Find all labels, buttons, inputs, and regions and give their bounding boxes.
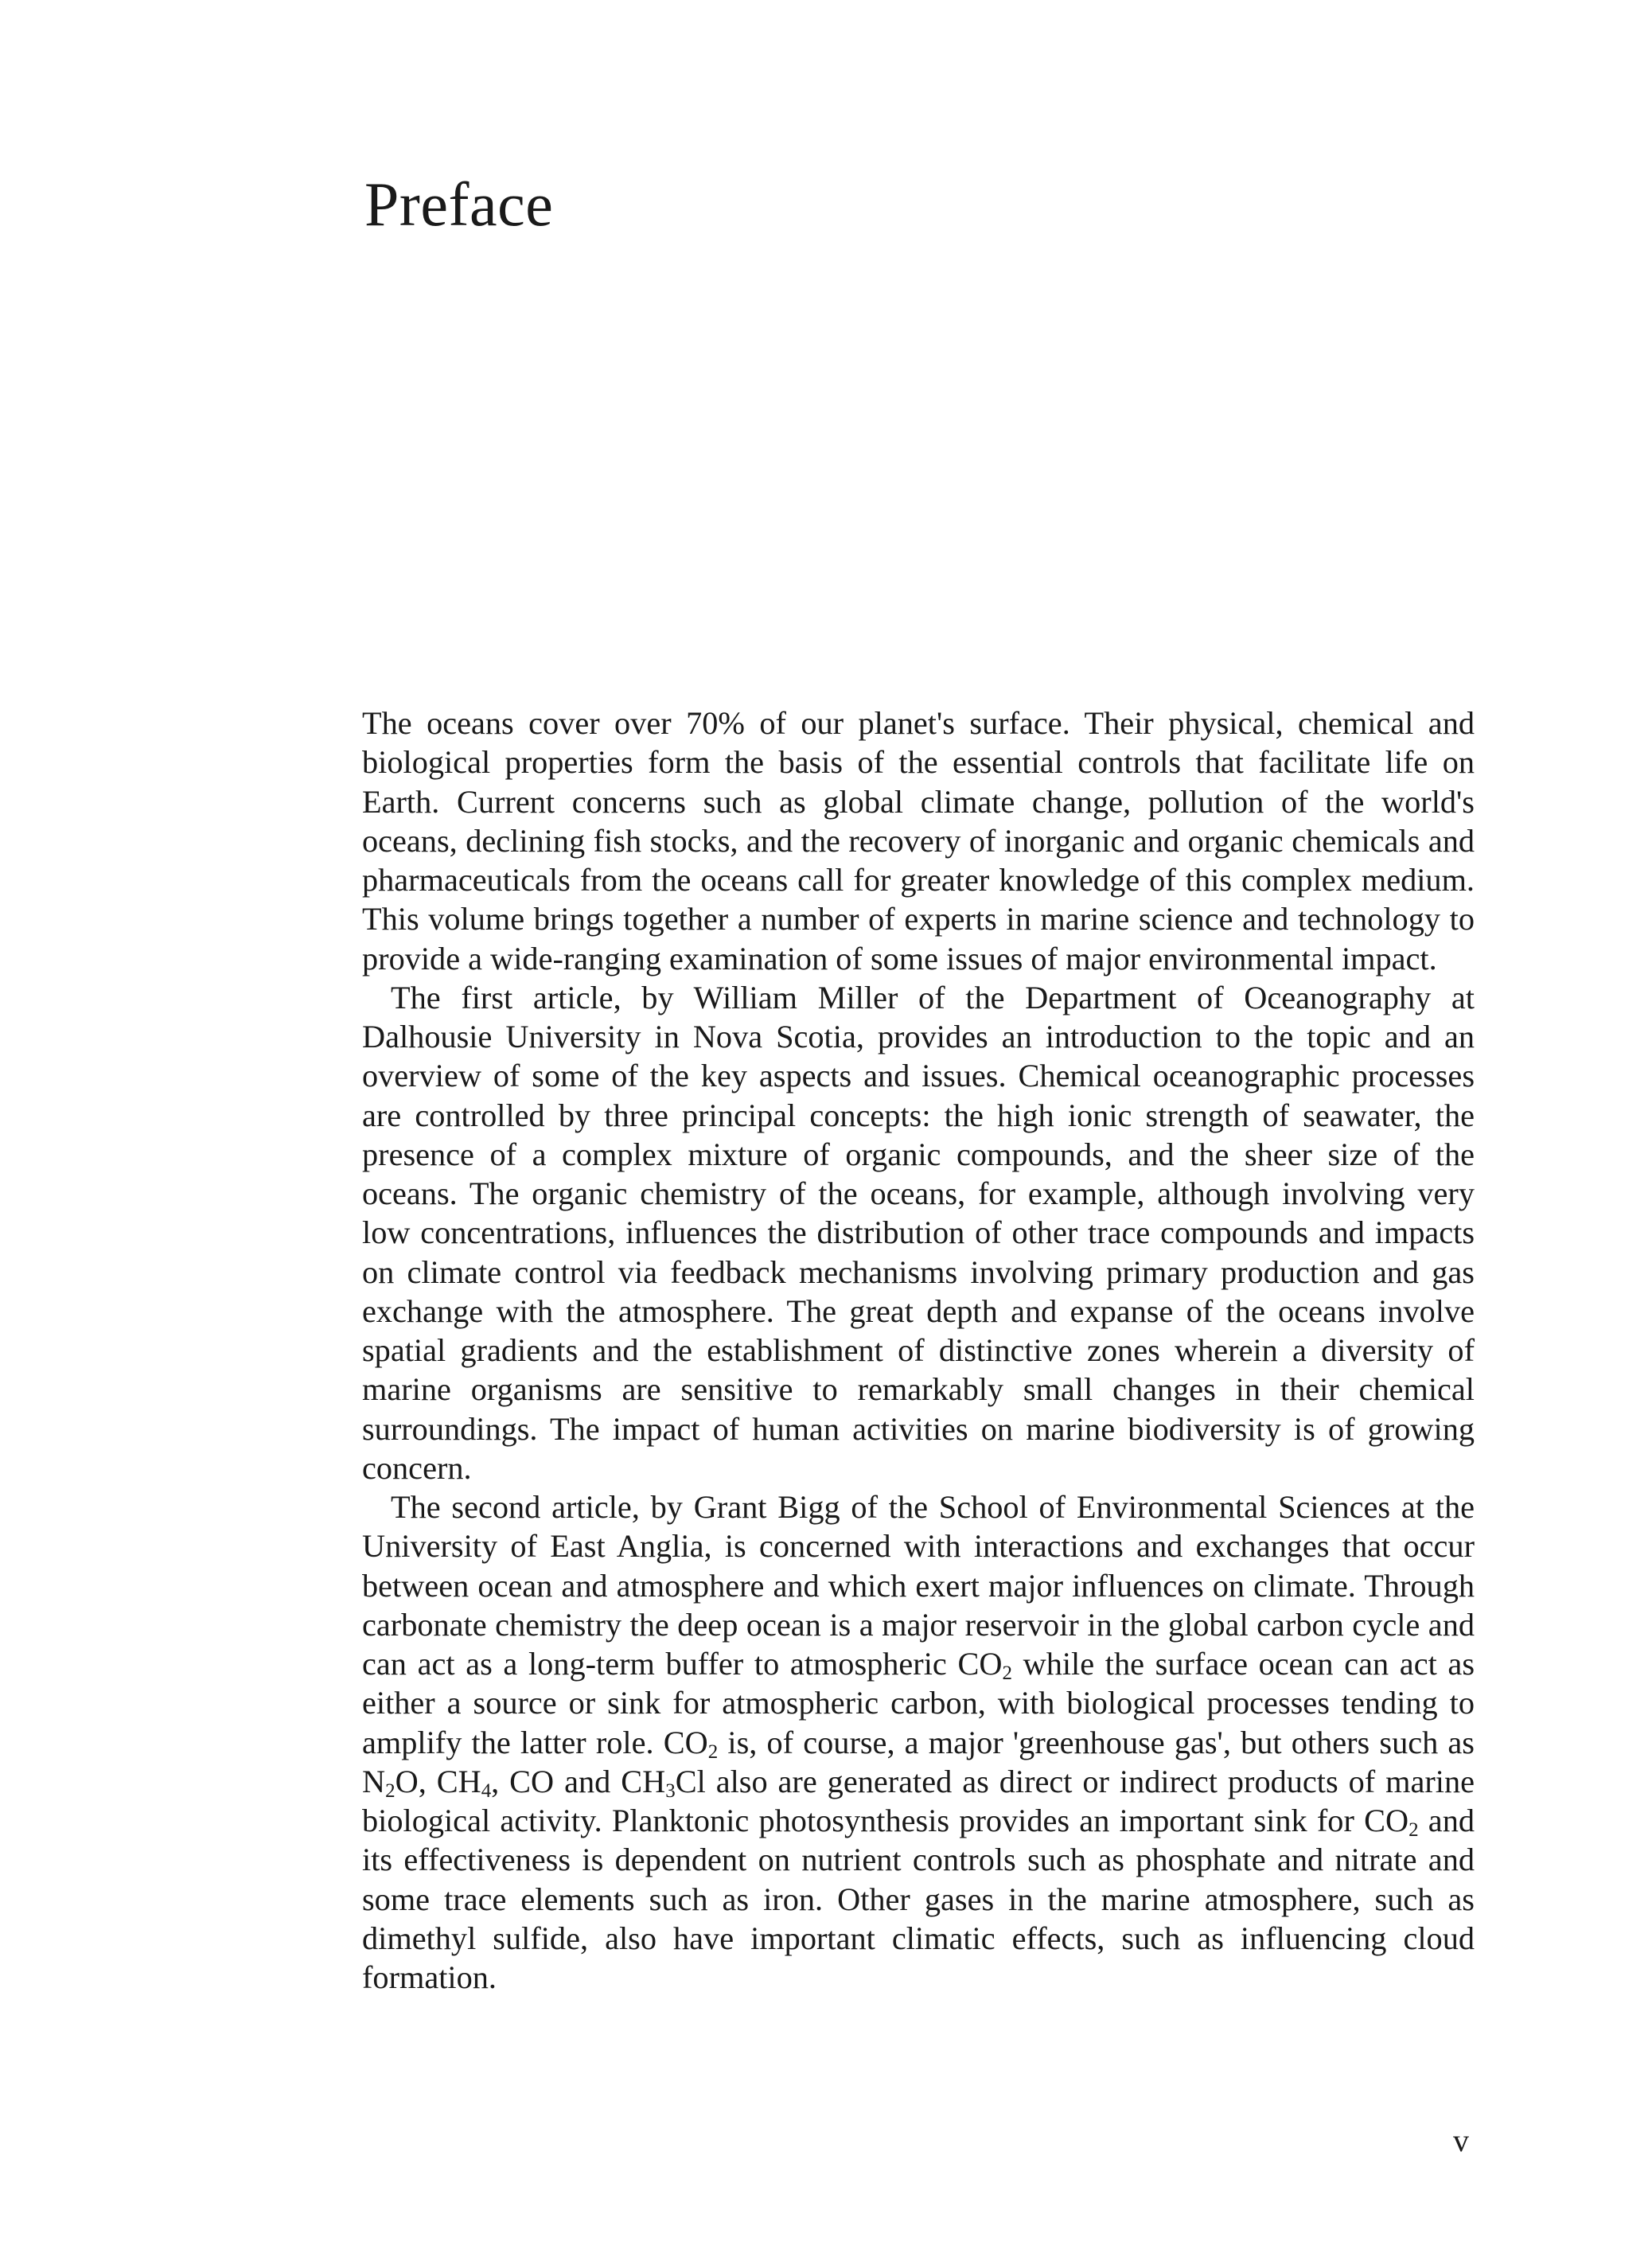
co2-subscript: 2 — [1002, 1663, 1012, 1685]
paragraph-3 — [362, 1487, 1475, 1997]
page-title: Preface — [364, 170, 554, 239]
co2-subscript: 2 — [1408, 1819, 1419, 1842]
paragraph-3-text-5: , CO and CH — [491, 1763, 666, 1799]
paragraph-3-text-6: Cl also are generated as direct or indirect products of marine biological activity. Planktonic photosynthesis provides an important sink for CO — [362, 1763, 1475, 1838]
page-number: v — [1453, 2123, 1469, 2158]
paragraph-3-text-7: and its effectiveness is dependent on nutrient controls such as phosphate and nitrate and some trace elements such as iron. Other gases in the marine atmosphere, such as dimethyl sulfide, also have important climatic effects, such as influencing cloud formation. — [362, 1803, 1475, 1995]
ch3cl-subscript: 3 — [665, 1779, 676, 1802]
n2o-subscript: 2 — [385, 1779, 395, 1802]
paragraph-3-text-1: The second article, by Grant Bigg of the School of Environmental Sciences at the University of East Anglia, is concerned with interactions and exchanges that occur between ocean and atmosphere and which exert major influences on climate. Through carbonate chemistry the deep ocean is a major reservoir in the global carbon cycle and can act as a long-term buffer to atmospheric CO — [362, 1489, 1475, 1682]
co2-subscript: 2 — [707, 1741, 719, 1763]
paragraph-3-text-2: while the surface ocean can act as either a source or sink for atmospheric carbon, with biological processes tending to amplify the latter role. CO — [362, 1646, 1475, 1760]
ch4-subscript: 4 — [481, 1779, 492, 1802]
preface-body — [362, 704, 1475, 1997]
paragraph-3-text-4: O, CH — [395, 1763, 481, 1799]
paragraph-3-text-3: is, of course, a major 'greenhouse gas', but others such as N — [362, 1724, 1475, 1799]
paragraph-2: The first article, by William Miller of the Department of Oceanography at Dalhousie University in Nova Scotia, provides an introduction to the topic and an overview of some of the key aspects and issues. Chemical oceanographic processes are controlled by three principal concepts: the high ionic strength of seawater, the presence of a complex mixture of organic compounds, and the sheer size of the oceans. The organic chemistry of the oceans, for example, although involving very low concentrations, influences the distribution of other trace compounds and impacts on climate control via feedback mechanisms involving primary production and gas exchange with the atmosphere. The great depth and expanse of the oceans involve spatial gradients and the establishment of distinctive zones wherein a diversity of marine organisms are sensitive to remarkably small changes in their chemical surroundings. The impact of human activities on marine biodiversity is of growing concern. — [362, 979, 1475, 1486]
paragraph-1: The oceans cover over 70% of our planet's surface. Their physical, chemical and biological properties form the basis of the essential controls that facilitate life on Earth. Current concerns such as global climate change, pollution of the world's oceans, declining fish stocks, and the recovery of inorganic and organic chemicals and pharmaceuticals from the oceans call for greater knowledge of this complex medium. This volume brings together a number of experts in marine science and technology to provide a wide-ranging examination of some issues of major environmental impact. — [362, 705, 1475, 976]
